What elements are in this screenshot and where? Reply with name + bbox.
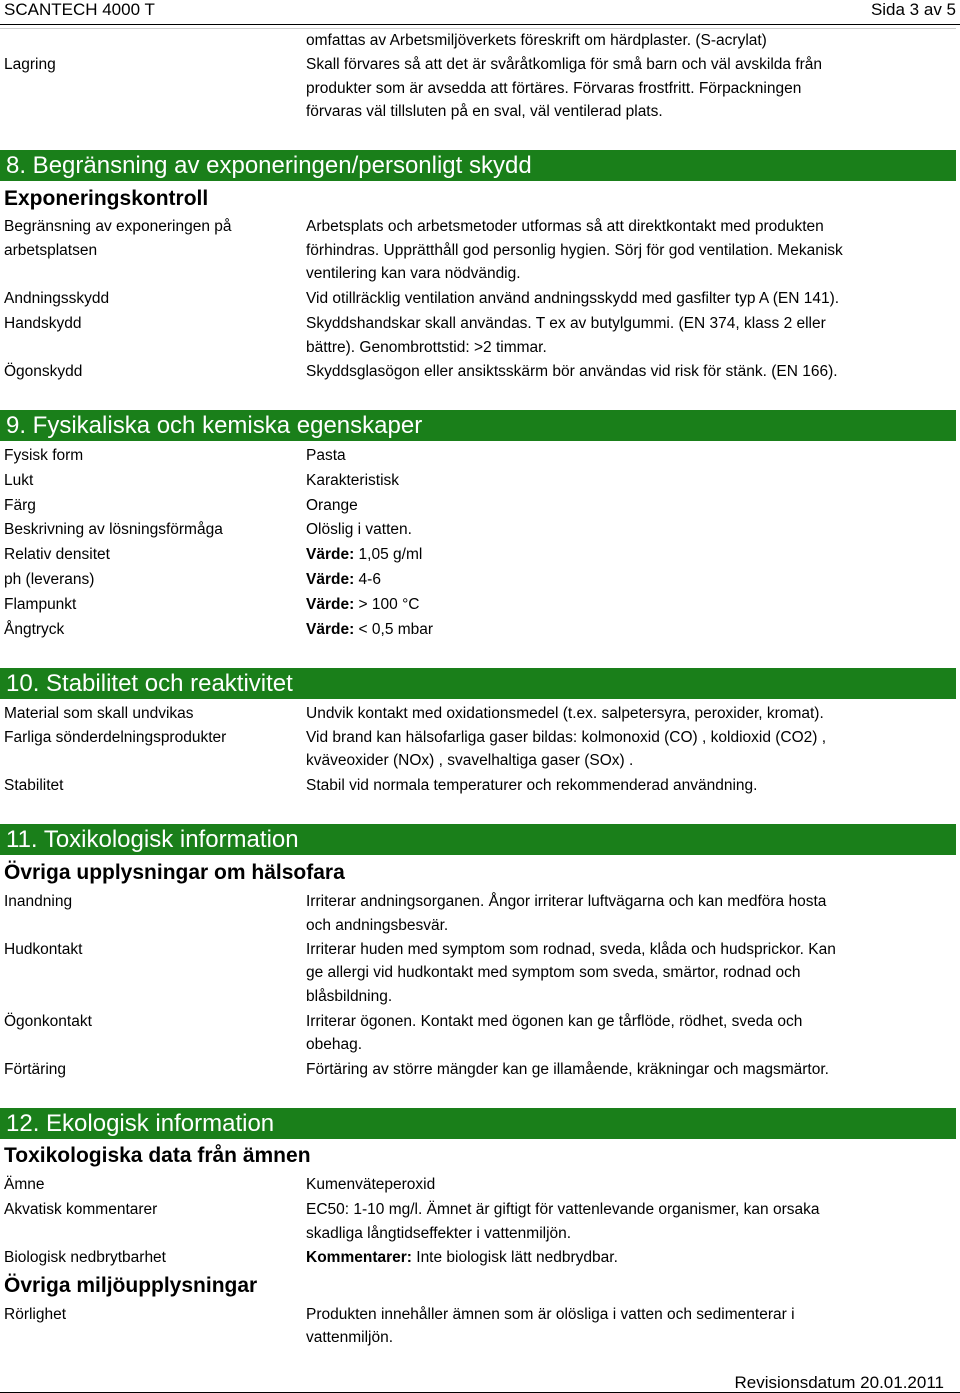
section-8-subtitle: Exponeringskontroll [4,187,209,210]
section-8-header [0,150,956,181]
row-label: Lukt [4,472,34,489]
row-value: Arbetsplats och arbetsmetoder utformas så att direktkontakt med produkten [306,218,824,235]
row-value: Orange [306,497,358,514]
value-text: 1,05 g/ml [354,546,423,563]
page-header [0,0,960,26]
row-value: Förtäring av större mängder kan ge illamående, kräkningar och magsmärtor. [306,1061,829,1078]
row-value: Produkten innehåller ämnen som är olösliga i vatten och sedimenterar i [306,1306,795,1323]
value-text: Inte biologisk lätt nedbrydbar. [411,1249,618,1266]
row-value [306,593,936,617]
section-9-header [0,410,956,441]
row-value: blåsbildning. [306,988,393,1005]
row-value: kväveoxider (NOx) , svavelhaltiga gaser (SOx) . [306,752,634,769]
lagring-text-line-1: omfattas av Arbetsmiljöverkets föreskrift om härdplaster. (S-acrylat) [306,32,767,49]
document-title: SCANTECH 4000 T [4,0,155,19]
row-value: vattenmiljön. [306,1329,394,1346]
row-value [306,1246,936,1270]
section-8-title: 8. Begränsning av exponeringen/personligt skydd [6,152,532,179]
row-value: Skyddsglasögon eller ansiktsskärm bör användas vid risk för stänk. (EN 166). [306,363,838,380]
row-label: Andningsskydd [4,290,110,307]
row-label: Förtäring [4,1061,67,1078]
row-value: Karakteristisk [306,472,400,489]
row-label: Ångtryck [4,621,65,638]
lagring-label: Lagring [4,56,56,73]
row-label: Handskydd [4,315,82,332]
section-12-subtitle: Toxikologiska data från ämnen [4,1144,311,1167]
row-value: skadliga långtidseffekter i vattenmiljön. [306,1225,572,1242]
row-label: arbetsplatsen [4,242,98,259]
row-label: Biologisk nedbrytbarhet [4,1249,166,1266]
header-divider [0,24,960,25]
row-value: Irriterar huden med symptom som rodnad, sveda, klåda och hudsprickor. Kan [306,941,836,958]
row-label: Hudkontakt [4,941,83,958]
row-label: ph (leverans) [4,571,95,588]
lagring-text-line-3: produkter som är avsedda att förtäres. Förvaras frostfritt. Förpackningen [306,80,802,97]
row-value [306,568,936,592]
row-label: Flampunkt [4,596,77,613]
value-prefix: Värde: [306,596,355,613]
section-12-subtitle-2: Övriga miljöupplysningar [4,1274,258,1297]
row-value: ventilering kan vara nödvändig. [306,265,521,282]
value-text: 4-6 [354,571,381,588]
page-number: Sida 3 av 5 [870,0,956,19]
section-12-header [0,1108,956,1139]
row-value [306,543,936,567]
row-label: Ögonskydd [4,363,83,380]
row-label: Stabilitet [4,777,64,794]
value-prefix: Kommentarer: [306,1249,412,1266]
row-value: Undvik kontakt med oxidationsmedel (t.ex. salpetersyra, peroxider, kromat). [306,705,824,722]
row-value [306,618,936,642]
value-prefix: Värde: [306,621,355,638]
value-prefix: Värde: [306,571,355,588]
lagring-text-line-4: förvaras väl tillsluten på en sval, väl ventilerad plats. [306,103,663,120]
row-label: Begränsning av exponeringen på [4,218,232,235]
row-value: och andningsbesvär. [306,917,449,934]
row-label: Rörlighet [4,1306,67,1323]
row-label: Beskrivning av lösningsförmåga [4,521,223,538]
row-label: Färg [4,497,36,514]
value-text: > 100 °C [354,596,420,613]
value-text: < 0,5 mbar [354,621,434,638]
row-value: Irriterar ögonen. Kontakt med ögonen kan ge tårflöde, rödhet, sveda och [306,1013,803,1030]
row-value: Skyddshandskar skall användas. T ex av butylgummi. (EN 374, klass 2 eller [306,315,826,332]
row-value: EC50: 1-10 mg/l. Ämnet är giftigt för vattenlevande organismer, kan orsaka [306,1201,820,1218]
section-11-title: 11. Toxikologisk information [6,826,299,853]
revision-date: Revisionsdatum 20.01.2011 [734,1373,944,1392]
section-9-title: 9. Fysikaliska och kemiska egenskaper [6,412,423,439]
lagring-text-line-2: Skall förvares så att det är svåråtkomliga för små barn och väl avskilda från [306,56,823,73]
row-value: ge allergi vid hudkontakt med symptom som sveda, smärtor, rodnad och [306,964,801,981]
row-label: Ämne [4,1176,45,1193]
row-label: Relativ densitet [4,546,110,563]
row-value: Stabil vid normala temperaturer och rekommenderad användning. [306,777,758,794]
section-11-header [0,824,956,855]
row-value: Pasta [306,447,346,464]
row-value: Vid otillräcklig ventilation använd andningsskydd med gasfilter typ A (EN 141). [306,290,840,307]
row-value: obehag. [306,1036,363,1053]
row-value: Kumenväteperoxid [306,1176,436,1193]
value-prefix: Värde: [306,546,355,563]
row-value: Olöslig i vatten. [306,521,412,538]
row-label: Inandning [4,893,73,910]
row-value: Vid brand kan hälsofarliga gaser bildas: kolmonoxid (CO) , koldioxid (CO2) , [306,729,827,746]
section-12-title: 12. Ekologisk information [6,1110,275,1137]
row-label: Ögonkontakt [4,1013,92,1030]
row-value: Irriterar andningsorganen. Ångor irriterar luftvägarna och kan medföra hosta [306,893,827,910]
row-label: Material som skall undvikas [4,705,194,722]
section-10-header [0,668,956,699]
section-11-subtitle: Övriga upplysningar om hälsofara [4,861,345,884]
row-value: bättre). Genombrottstid: >2 timmar. [306,339,547,356]
row-value: förhindras. Upprätthåll god personlig hygien. Sörj för god ventilation. Mekanisk [306,242,843,259]
row-label: Akvatisk kommentarer [4,1201,158,1218]
section-10-title: 10. Stabilitet och reaktivitet [6,670,293,697]
row-label: Fysisk form [4,447,84,464]
row-label: Farliga sönderdelningsprodukter [4,729,227,746]
